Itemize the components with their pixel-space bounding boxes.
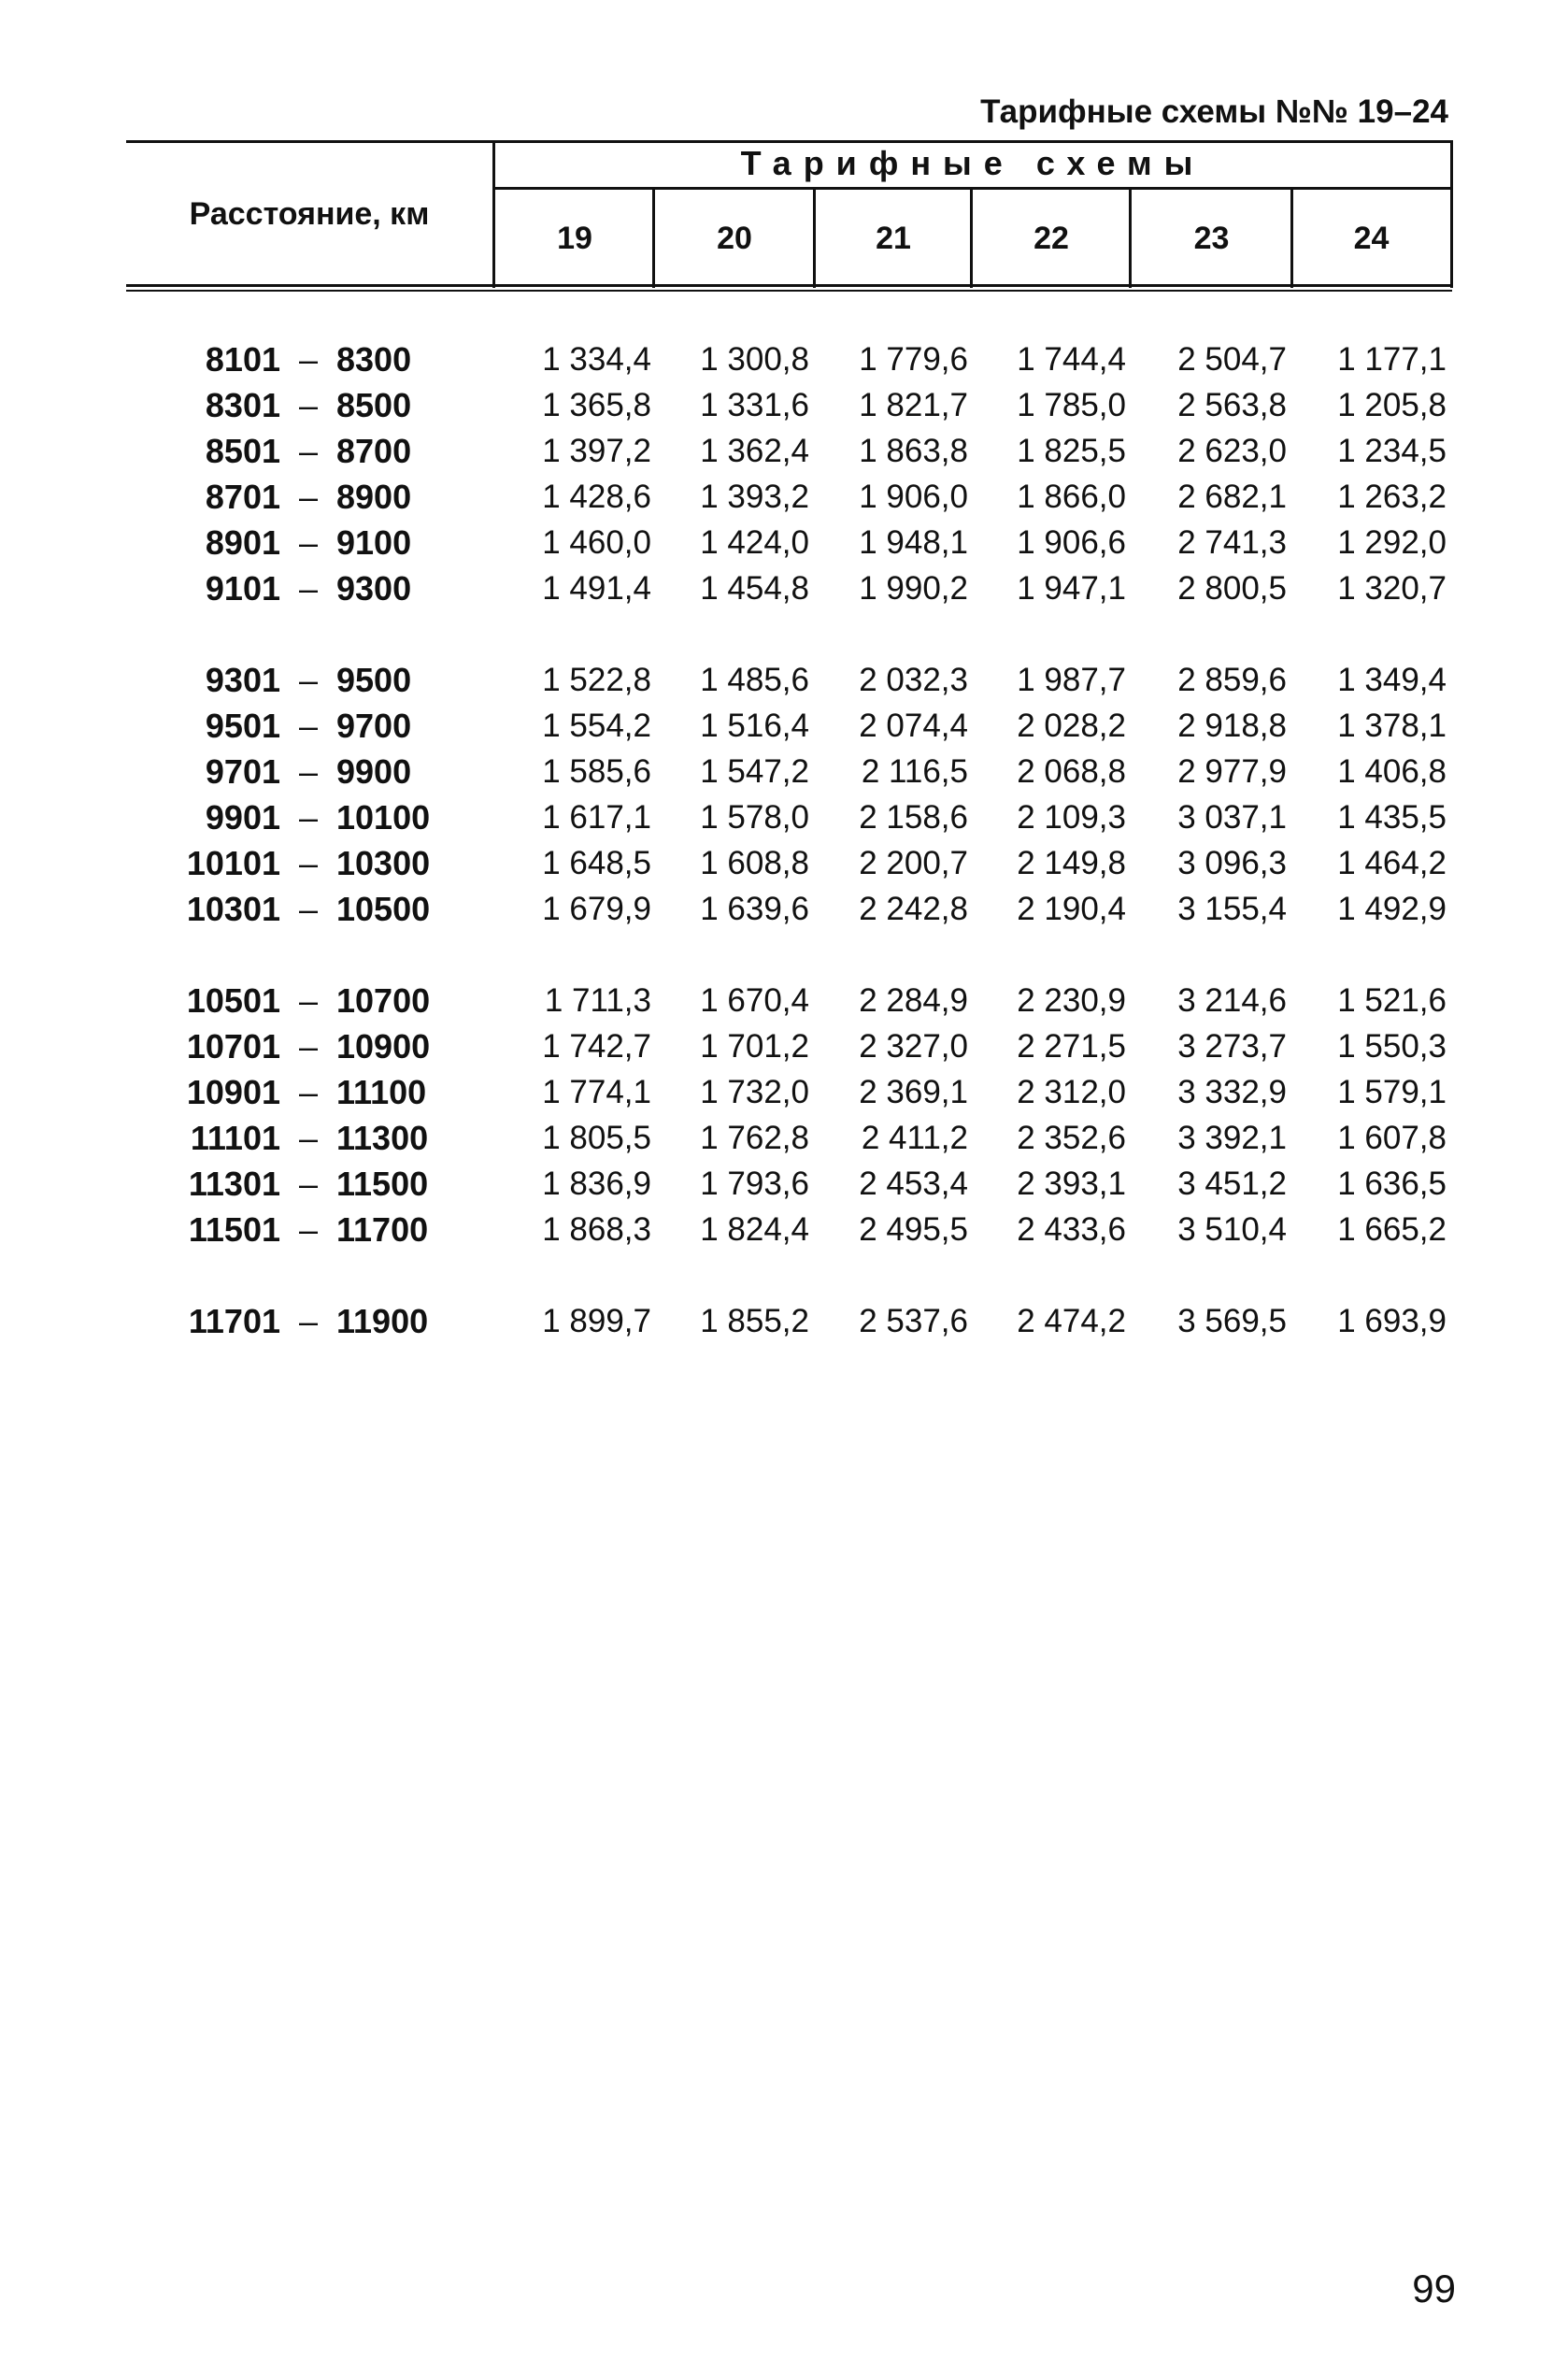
tariff-value: 1 331,6	[700, 387, 809, 423]
range-dash: –	[299, 523, 319, 562]
distance-from: 11101	[190, 1119, 280, 1157]
tariff-value: 1 899,7	[542, 1303, 651, 1339]
table-row	[0, 1023, 1568, 1069]
row-group	[0, 1298, 1568, 1344]
table-row	[0, 1298, 1568, 1344]
range-dash: –	[299, 890, 319, 928]
distance-range	[150, 382, 467, 428]
table-row	[0, 565, 1568, 611]
range-dash: –	[299, 1210, 319, 1249]
tariff-value: 1 205,8	[1337, 387, 1447, 423]
distance-range	[150, 657, 467, 703]
distance-range	[150, 1298, 467, 1344]
distance-range	[150, 703, 467, 749]
distance-range	[150, 520, 467, 565]
tariff-value: 1 785,0	[1017, 387, 1126, 423]
tariff-value: 1 670,4	[700, 982, 809, 1019]
tariff-value: 1 516,4	[700, 708, 809, 744]
table-row	[0, 749, 1568, 794]
tariff-value: 1 177,1	[1337, 341, 1447, 378]
running-head: Тарифные схемы №№ 19–24	[980, 93, 1448, 130]
tariff-value: 1 990,2	[859, 570, 968, 607]
tariff-value: 1 665,2	[1337, 1211, 1447, 1248]
table-row	[0, 520, 1568, 565]
header-bottom-rule-2	[126, 290, 1452, 292]
tariff-value: 3 273,7	[1177, 1028, 1287, 1065]
tariff-value: 1 521,6	[1337, 982, 1447, 1019]
range-dash: –	[299, 340, 319, 379]
distance-from: 8101	[205, 340, 280, 379]
range-dash: –	[299, 661, 319, 699]
tariff-value: 1 547,2	[700, 753, 809, 790]
distance-range	[150, 1115, 467, 1161]
distance-from: 10701	[186, 1027, 280, 1065]
distance-to: 8300	[336, 340, 412, 379]
range-dash: –	[299, 707, 319, 745]
distance-range	[150, 474, 467, 520]
tariff-value: 1 762,8	[700, 1120, 809, 1156]
distance-from: 9701	[205, 752, 280, 791]
distance-range	[150, 336, 467, 382]
distance-range	[150, 840, 467, 886]
tariff-value: 2 411,2	[861, 1120, 968, 1156]
tariff-value: 2 200,7	[859, 845, 968, 881]
tariff-value: 3 214,6	[1177, 982, 1287, 1019]
table-row	[0, 1161, 1568, 1207]
tariff-value: 2 537,6	[859, 1303, 968, 1339]
tariff-value: 2 918,8	[1177, 708, 1287, 744]
tariff-value: 1 906,6	[1017, 524, 1126, 561]
tariff-value: 2 682,1	[1177, 479, 1287, 515]
distance-to: 9300	[336, 569, 412, 608]
tariff-value: 2 109,3	[1017, 799, 1126, 836]
tariff-value: 2 369,1	[859, 1074, 968, 1110]
tariff-value: 2 068,8	[1017, 753, 1126, 790]
tariff-value: 1 378,1	[1337, 708, 1447, 744]
tariff-value: 2 242,8	[859, 891, 968, 927]
tariff-value: 1 793,6	[700, 1166, 809, 1202]
scheme-column-header: 20	[717, 221, 752, 256]
distance-to: 8500	[336, 386, 412, 424]
tariff-value: 1 825,5	[1017, 433, 1126, 469]
tariff-value: 2 977,9	[1177, 753, 1287, 790]
tariff-value: 1 292,0	[1337, 524, 1447, 561]
distance-from: 10101	[186, 844, 280, 882]
range-dash: –	[299, 1073, 319, 1111]
table-row	[0, 840, 1568, 886]
column-divider	[652, 187, 655, 288]
tariff-value: 1 805,5	[542, 1120, 651, 1156]
range-dash: –	[299, 752, 319, 791]
distance-from: 8701	[205, 478, 280, 516]
distance-range	[150, 428, 467, 474]
distance-range	[150, 1207, 467, 1252]
scheme-column-header: 24	[1353, 221, 1390, 256]
tariff-value: 2 149,8	[1017, 845, 1126, 881]
tariff-value: 1 732,0	[700, 1074, 809, 1110]
tariff-value: 1 774,1	[542, 1074, 651, 1110]
tariff-value: 3 451,2	[1177, 1166, 1287, 1202]
column-divider	[1129, 187, 1132, 288]
range-dash: –	[299, 1119, 319, 1157]
row-group	[0, 657, 1568, 932]
tariff-value: 1 234,5	[1337, 433, 1447, 469]
tariff-value: 1 492,9	[1337, 891, 1447, 927]
distance-to: 11500	[336, 1165, 429, 1203]
distance-column-header: Расстояние, км	[189, 196, 430, 232]
range-dash: –	[299, 1027, 319, 1065]
range-dash: –	[299, 386, 319, 424]
distance-to: 9100	[336, 523, 412, 562]
tariff-value: 3 392,1	[1177, 1120, 1287, 1156]
distance-to: 11100	[336, 1073, 427, 1111]
tariff-value: 1 711,3	[544, 982, 651, 1019]
tariff-value: 1 701,2	[700, 1028, 809, 1065]
tariff-value: 3 155,4	[1177, 891, 1287, 927]
tariff-value: 1 617,1	[542, 799, 651, 836]
distance-to: 8900	[336, 478, 412, 516]
tariff-value: 2 741,3	[1177, 524, 1287, 561]
tariff-value: 1 554,2	[542, 708, 651, 744]
header-border-right	[1450, 140, 1453, 288]
column-divider	[1290, 187, 1293, 288]
tariff-value: 1 424,0	[700, 524, 809, 561]
row-group	[0, 978, 1568, 1252]
tariff-value: 2 032,3	[859, 662, 968, 698]
scheme-column-header: 22	[1033, 221, 1069, 256]
distance-range	[150, 749, 467, 794]
distance-range	[150, 1023, 467, 1069]
distance-from: 11301	[188, 1165, 280, 1203]
table-row	[0, 1207, 1568, 1252]
tariff-value: 1 679,9	[542, 891, 651, 927]
tariff-value: 2 859,6	[1177, 662, 1287, 698]
range-dash: –	[299, 432, 319, 470]
range-dash: –	[299, 981, 319, 1020]
tariff-value: 2 504,7	[1177, 341, 1287, 378]
distance-to: 11900	[336, 1302, 429, 1340]
tariff-value: 1 608,8	[700, 845, 809, 881]
table-row	[0, 886, 1568, 932]
tariff-value: 1 485,6	[700, 662, 809, 698]
table-row	[0, 703, 1568, 749]
tariff-value: 1 863,8	[859, 433, 968, 469]
tariff-value: 2 327,0	[859, 1028, 968, 1065]
tariff-value: 2 474,2	[1017, 1303, 1126, 1339]
scheme-column-header: 23	[1193, 221, 1230, 256]
tariff-value: 2 453,4	[859, 1166, 968, 1202]
range-dash: –	[299, 1302, 319, 1340]
table-row	[0, 978, 1568, 1023]
tariff-value: 2 433,6	[1017, 1211, 1126, 1248]
tariff-value: 1 947,1	[1017, 570, 1126, 607]
tariff-value: 3 037,1	[1177, 799, 1287, 836]
tariff-value: 1 906,0	[859, 479, 968, 515]
distance-to: 10300	[336, 844, 431, 882]
distance-from: 9301	[205, 661, 280, 699]
tariff-value: 1 406,8	[1337, 753, 1447, 790]
table-row	[0, 657, 1568, 703]
tariff-schemes-header: Тарифные схемы	[740, 144, 1205, 182]
table-row	[0, 428, 1568, 474]
range-dash: –	[299, 1165, 319, 1203]
header-bottom-rule	[126, 284, 1452, 287]
tariff-value: 2 028,2	[1017, 708, 1126, 744]
distance-from: 9101	[205, 569, 280, 608]
distance-from: 11501	[188, 1210, 280, 1249]
distance-from: 8901	[205, 523, 280, 562]
range-dash: –	[299, 844, 319, 882]
tariff-value: 1 579,1	[1337, 1074, 1447, 1110]
tariff-value: 1 639,6	[700, 891, 809, 927]
tariff-value: 1 349,4	[1337, 662, 1447, 698]
tariff-value: 2 393,1	[1017, 1166, 1126, 1202]
distance-to: 10100	[336, 798, 431, 837]
range-dash: –	[299, 569, 319, 608]
tariff-value: 1 824,4	[700, 1211, 809, 1248]
tariff-value: 2 158,6	[859, 799, 968, 836]
distance-from: 9901	[205, 798, 280, 837]
tariff-value: 1 454,8	[700, 570, 809, 607]
tariff-value: 1 460,0	[542, 524, 651, 561]
range-dash: –	[299, 478, 319, 516]
tariff-table-body	[0, 336, 1568, 1390]
tariff-value: 1 648,5	[542, 845, 651, 881]
distance-range	[150, 978, 467, 1023]
tariff-value: 2 116,5	[861, 753, 968, 790]
tariff-value: 1 300,8	[700, 341, 809, 378]
tariff-value: 1 693,9	[1337, 1303, 1447, 1339]
distance-range	[150, 565, 467, 611]
tariff-value: 1 365,8	[542, 387, 651, 423]
tariff-value: 2 284,9	[859, 982, 968, 1019]
distance-from: 10301	[186, 890, 280, 928]
tariff-value: 1 362,4	[700, 433, 809, 469]
table-row	[0, 1115, 1568, 1161]
distance-to: 9900	[336, 752, 412, 791]
column-divider	[970, 187, 973, 288]
tariff-value: 2 271,5	[1017, 1028, 1126, 1065]
distance-range	[150, 1161, 467, 1207]
tariff-value: 2 190,4	[1017, 891, 1126, 927]
table-row	[0, 382, 1568, 428]
tariff-value: 1 866,0	[1017, 479, 1126, 515]
table-row	[0, 794, 1568, 840]
tariff-value: 1 435,5	[1337, 799, 1447, 836]
page-number: 99	[1412, 2267, 1456, 2310]
distance-from: 11701	[188, 1302, 280, 1340]
tariff-value: 1 948,1	[859, 524, 968, 561]
tariff-value: 1 397,2	[542, 433, 651, 469]
row-group	[0, 336, 1568, 611]
tariff-value: 3 510,4	[1177, 1211, 1287, 1248]
table-row	[0, 474, 1568, 520]
tariff-value: 2 230,9	[1017, 982, 1126, 1019]
distance-range	[150, 1069, 467, 1115]
tariff-value: 1 334,4	[542, 341, 651, 378]
distance-range	[150, 794, 467, 840]
distance-from: 10901	[186, 1073, 280, 1111]
tariff-value: 1 868,3	[542, 1211, 651, 1248]
distance-from: 8501	[205, 432, 280, 470]
tariff-value: 1 779,6	[859, 341, 968, 378]
tariff-value: 3 569,5	[1177, 1303, 1287, 1339]
tariff-value: 1 320,7	[1337, 570, 1447, 607]
tariff-value: 2 312,0	[1017, 1074, 1126, 1110]
tariff-value: 3 096,3	[1177, 845, 1287, 881]
tariff-value: 1 836,9	[542, 1166, 651, 1202]
tariff-value: 1 855,2	[700, 1303, 809, 1339]
scheme-column-header: 19	[557, 221, 592, 256]
distance-to: 11300	[336, 1119, 429, 1157]
tariff-value: 2 352,6	[1017, 1120, 1126, 1156]
tariff-value: 1 742,7	[542, 1028, 651, 1065]
tariff-value: 1 522,8	[542, 662, 651, 698]
tariff-value: 1 464,2	[1337, 845, 1447, 881]
tariff-value: 1 821,7	[859, 387, 968, 423]
distance-to: 10500	[336, 890, 431, 928]
tariff-value: 3 332,9	[1177, 1074, 1287, 1110]
column-divider	[813, 187, 816, 288]
distance-to: 9700	[336, 707, 412, 745]
scheme-column-header: 21	[876, 221, 911, 256]
tariff-value: 1 428,6	[542, 479, 651, 515]
distance-to: 10700	[336, 981, 431, 1020]
distance-to: 11700	[336, 1210, 429, 1249]
tariff-value: 1 607,8	[1337, 1120, 1447, 1156]
table-row	[0, 1069, 1568, 1115]
tariff-value: 2 074,4	[859, 708, 968, 744]
distance-from: 10501	[186, 981, 280, 1020]
distance-from: 8301	[205, 386, 280, 424]
tariff-value: 2 563,8	[1177, 387, 1287, 423]
tariff-value: 1 987,7	[1017, 662, 1126, 698]
distance-to: 9500	[336, 661, 412, 699]
distance-from: 9501	[205, 707, 280, 745]
tariff-value: 1 585,6	[542, 753, 651, 790]
distance-to: 8700	[336, 432, 412, 470]
tariff-value: 2 623,0	[1177, 433, 1287, 469]
distance-range	[150, 886, 467, 932]
tariff-value: 2 495,5	[859, 1211, 968, 1248]
tariff-value: 1 550,3	[1337, 1028, 1447, 1065]
tariff-value: 1 491,4	[542, 570, 651, 607]
tariff-value: 1 263,2	[1337, 479, 1447, 515]
tariff-value: 1 393,2	[700, 479, 809, 515]
table-row	[0, 336, 1568, 382]
distance-to: 10900	[336, 1027, 431, 1065]
tariff-value: 1 578,0	[700, 799, 809, 836]
tariff-value: 1 636,5	[1337, 1166, 1447, 1202]
tariff-value: 1 744,4	[1017, 341, 1126, 378]
range-dash: –	[299, 798, 319, 837]
tariff-value: 2 800,5	[1177, 570, 1287, 607]
